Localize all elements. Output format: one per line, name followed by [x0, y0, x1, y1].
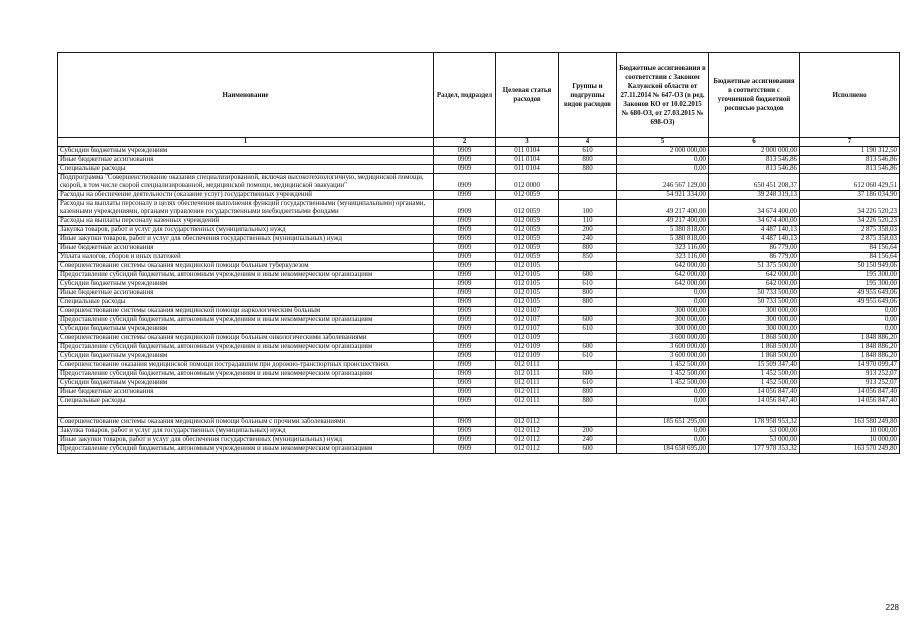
header-list: Бюджетные ассигнования в соответствии с уточненной бюджетной росписью расходов	[709, 53, 800, 138]
row-target: 012 0105	[496, 271, 559, 280]
row-name: Иные бюджетные ассигнования	[58, 244, 434, 253]
table-row	[58, 191, 900, 200]
row-group: 600	[559, 316, 617, 325]
col-number: 2	[434, 138, 496, 147]
row-law-amount: 184 658 695,00	[617, 445, 709, 454]
row-section: 0909	[434, 271, 496, 280]
row-executed-amount: 1 848 886,20	[800, 343, 900, 352]
row-section	[434, 406, 496, 418]
row-law-amount: 642 000,00	[617, 280, 709, 289]
row-target: 012 0107	[496, 316, 559, 325]
row-section: 0909	[434, 427, 496, 436]
col-number: 4	[559, 138, 617, 147]
row-list-amount: 51 375 500,00	[709, 262, 800, 271]
row-name	[58, 406, 434, 418]
table-row	[58, 244, 900, 253]
row-group	[559, 406, 617, 418]
table-row	[58, 406, 900, 418]
row-name: Совершенствование системы оказания медицинской помощи наркологическим больным	[58, 307, 434, 316]
row-executed-amount: 14 056 847,40	[800, 388, 900, 397]
row-executed-amount: 84 156,64	[800, 244, 900, 253]
table-row	[58, 343, 900, 352]
row-name: Уплата налогов, сборов и иных платежей	[58, 253, 434, 262]
col-number: 1	[58, 138, 434, 147]
row-list-amount: 1 452 500,00	[709, 379, 800, 388]
row-executed-amount: 195 300,00	[800, 280, 900, 289]
row-section: 0909	[434, 253, 496, 262]
row-executed-amount: 49 955 649,06	[800, 289, 900, 298]
row-list-amount: 1 452 500,00	[709, 370, 800, 379]
row-target: 012 0111	[496, 388, 559, 397]
row-group: 800	[559, 156, 617, 165]
row-law-amount: 0,00	[617, 165, 709, 174]
row-law-amount: 246 567 129,00	[617, 174, 709, 191]
row-target: 011 0104	[496, 165, 559, 174]
row-list-amount: 813 546,86	[709, 156, 800, 165]
row-law-amount: 3 600 000,00	[617, 343, 709, 352]
row-law-amount	[617, 406, 709, 418]
row-name: Закупка товаров, работ и услуг для государственных (муниципальных) нужд	[58, 226, 434, 235]
row-section: 0909	[434, 352, 496, 361]
row-name: Предоставление субсидий бюджетным, автономным учреждениям и иным некоммерческим организациям	[58, 445, 434, 454]
row-section: 0909	[434, 343, 496, 352]
table-row	[58, 280, 900, 289]
row-law-amount: 2 000 000,00	[617, 147, 709, 156]
row-executed-amount: 10 000,00	[800, 427, 900, 436]
row-target: 012 0111	[496, 379, 559, 388]
table-row	[58, 200, 900, 217]
row-section: 0909	[434, 147, 496, 156]
table-row	[58, 217, 900, 226]
row-name: Иные бюджетные ассигнования	[58, 156, 434, 165]
row-name: Специальные расходы	[58, 397, 434, 406]
row-list-amount: 15 509 347,40	[709, 361, 800, 370]
row-list-amount: 300 000,00	[709, 325, 800, 334]
column-number-row	[58, 138, 900, 147]
row-executed-amount: 195 300,00	[800, 271, 900, 280]
row-section: 0909	[434, 174, 496, 191]
col-number: 6	[709, 138, 800, 147]
row-list-amount: 2 000 000,00	[709, 147, 800, 156]
row-executed-amount: 0,00	[800, 316, 900, 325]
row-list-amount: 53 000,00	[709, 427, 800, 436]
row-name: Иные бюджетные ассигнования	[58, 388, 434, 397]
row-group	[559, 334, 617, 343]
row-name: Расходы на выплаты персоналу в целях обеспечения выполнения функций государственными (муниципальными) органами, казенными учреждениями, органами управления государственными внебюджетными фондами	[58, 200, 434, 217]
row-name: Предоставление субсидий бюджетным, автономным учреждениям и иным некоммерческим организациям	[58, 316, 434, 325]
row-section: 0909	[434, 334, 496, 343]
row-section: 0909	[434, 165, 496, 174]
table-row	[58, 298, 900, 307]
row-list-amount: 50 733 500,00	[709, 289, 800, 298]
header-target: Целевая статья расходов	[496, 53, 559, 138]
row-target: 012 0059	[496, 226, 559, 235]
row-law-amount: 1 452 500,00	[617, 361, 709, 370]
row-section: 0909	[434, 307, 496, 316]
table-row	[58, 436, 900, 445]
row-name: Иные бюджетные ассигнования	[58, 289, 434, 298]
table-row	[58, 445, 900, 454]
row-executed-amount: 0,00	[800, 325, 900, 334]
row-executed-amount: 813 546,86	[800, 165, 900, 174]
row-target: 012 0112	[496, 445, 559, 454]
row-law-amount: 3 600 000,00	[617, 352, 709, 361]
table-row	[58, 174, 900, 191]
row-list-amount: 34 674 400,00	[709, 217, 800, 226]
row-target: 012 0111	[496, 361, 559, 370]
row-target: 012 0112	[496, 427, 559, 436]
table-row	[58, 147, 900, 156]
row-executed-amount: 34 226 520,23	[800, 217, 900, 226]
row-group: 200	[559, 226, 617, 235]
row-target: 012 0105	[496, 298, 559, 307]
row-law-amount: 0,00	[617, 397, 709, 406]
row-group: 880	[559, 298, 617, 307]
row-law-amount: 0,00	[617, 388, 709, 397]
row-group: 600	[559, 343, 617, 352]
row-executed-amount: 0,00	[800, 307, 900, 316]
header-group: Группы и подгруппы видов расходов	[559, 53, 617, 138]
row-name: Закупка товаров, работ и услуг для государственных (муниципальных) нужд	[58, 427, 434, 436]
row-list-amount: 177 978 353,32	[709, 445, 800, 454]
row-list-amount: 1 868 500,00	[709, 334, 800, 343]
row-target: 012 0059	[496, 244, 559, 253]
row-law-amount: 54 921 334,00	[617, 191, 709, 200]
row-executed-amount: 84 156,64	[800, 253, 900, 262]
row-name: Специальные расходы	[58, 298, 434, 307]
row-executed-amount: 913 252,07	[800, 379, 900, 388]
table-row	[58, 427, 900, 436]
table-row	[58, 352, 900, 361]
page-number: 228	[885, 603, 899, 612]
row-group: 200	[559, 427, 617, 436]
col-number: 7	[800, 138, 900, 147]
row-list-amount: 86 779,00	[709, 244, 800, 253]
row-group: 240	[559, 436, 617, 445]
row-executed-amount: 1 848 886,20	[800, 334, 900, 343]
row-name: Расходы на обеспечение деятельности (оказание услуг) государственных учреждений	[58, 191, 434, 200]
row-executed-amount: 2 875 358,03	[800, 235, 900, 244]
table-row	[58, 307, 900, 316]
row-law-amount: 5 380 818,00	[617, 235, 709, 244]
row-law-amount: 323 116,00	[617, 244, 709, 253]
row-list-amount: 86 779,00	[709, 253, 800, 262]
row-section: 0909	[434, 445, 496, 454]
row-group	[559, 174, 617, 191]
table-row	[58, 418, 900, 427]
row-law-amount: 300 000,00	[617, 325, 709, 334]
row-list-amount: 53 000,00	[709, 436, 800, 445]
row-target: 012 0107	[496, 325, 559, 334]
header-section: Раздел, подраздел	[434, 53, 496, 138]
row-executed-amount	[800, 406, 900, 418]
row-list-amount: 178 958 953,32	[709, 418, 800, 427]
row-section: 0909	[434, 280, 496, 289]
row-target: 012 0107	[496, 307, 559, 316]
row-section: 0909	[434, 226, 496, 235]
row-target: 012 0059	[496, 191, 559, 200]
row-executed-amount: 163 580 249,80	[800, 418, 900, 427]
row-law-amount: 1 452 500,00	[617, 379, 709, 388]
row-target: 012 0059	[496, 253, 559, 262]
table-body	[58, 147, 900, 454]
row-target: 012 0105	[496, 262, 559, 271]
row-list-amount: 50 733 500,00	[709, 298, 800, 307]
row-section: 0909	[434, 436, 496, 445]
row-target: 012 0105	[496, 280, 559, 289]
row-group	[559, 418, 617, 427]
row-group: 800	[559, 289, 617, 298]
row-executed-amount: 163 570 249,80	[800, 445, 900, 454]
table-row	[58, 271, 900, 280]
row-section: 0909	[434, 217, 496, 226]
row-section: 0909	[434, 379, 496, 388]
row-name: Субсидии бюджетным учреждениям	[58, 325, 434, 334]
table-row	[58, 289, 900, 298]
row-target: 012 0059	[496, 217, 559, 226]
row-executed-amount: 10 000,00	[800, 436, 900, 445]
row-executed-amount: 14 056 847,40	[800, 397, 900, 406]
row-executed-amount: 813 546,86	[800, 156, 900, 165]
row-target: 011 0104	[496, 156, 559, 165]
row-section: 0909	[434, 200, 496, 217]
row-law-amount: 3 600 000,00	[617, 334, 709, 343]
row-target: 011 0104	[496, 147, 559, 156]
row-name: Иные закупки товаров, работ и услуг для обеспечения государственных (муниципальных) нужд	[58, 235, 434, 244]
row-name: Субсидии бюджетным учреждениям	[58, 379, 434, 388]
row-group	[559, 191, 617, 200]
table-row	[58, 253, 900, 262]
row-target	[496, 406, 559, 418]
row-law-amount: 5 380 818,00	[617, 226, 709, 235]
row-target: 012 0109	[496, 352, 559, 361]
row-law-amount: 185 651 295,00	[617, 418, 709, 427]
row-list-amount: 4 487 140,13	[709, 226, 800, 235]
row-law-amount: 49 217 400,00	[617, 217, 709, 226]
row-list-amount: 1 868 500,00	[709, 352, 800, 361]
row-section: 0909	[434, 316, 496, 325]
table-row	[58, 165, 900, 174]
row-section: 0909	[434, 244, 496, 253]
row-group: 880	[559, 165, 617, 174]
row-executed-amount: 913 252,07	[800, 370, 900, 379]
row-law-amount: 300 000,00	[617, 307, 709, 316]
budget-table	[57, 52, 900, 454]
row-section: 0909	[434, 361, 496, 370]
row-law-amount: 642 000,00	[617, 262, 709, 271]
row-section: 0909	[434, 262, 496, 271]
row-group	[559, 307, 617, 316]
row-group: 610	[559, 147, 617, 156]
row-executed-amount: 49 955 649,06	[800, 298, 900, 307]
row-law-amount: 1 452 500,00	[617, 370, 709, 379]
row-group	[559, 361, 617, 370]
row-target: 012 0112	[496, 436, 559, 445]
row-section: 0909	[434, 418, 496, 427]
row-name: Совершенствование системы оказания медицинской помощи больным онкологическими заболеваниями	[58, 334, 434, 343]
row-name: Совершенствование системы оказания медицинской помощи больным туберкулезом	[58, 262, 434, 271]
row-list-amount: 4 487 140,13	[709, 235, 800, 244]
table-row	[58, 156, 900, 165]
row-name: Предоставление субсидий бюджетным, автономным учреждениям и иным некоммерческим организациям	[58, 370, 434, 379]
row-group: 610	[559, 379, 617, 388]
table-row	[58, 262, 900, 271]
row-section: 0909	[434, 191, 496, 200]
row-target: 012 0105	[496, 289, 559, 298]
row-list-amount: 642 000,00	[709, 271, 800, 280]
row-group: 610	[559, 352, 617, 361]
row-list-amount: 300 000,00	[709, 316, 800, 325]
table-row	[58, 316, 900, 325]
row-law-amount: 642 000,00	[617, 271, 709, 280]
table-row	[58, 388, 900, 397]
row-list-amount: 813 546,86	[709, 165, 800, 174]
row-group: 600	[559, 271, 617, 280]
row-list-amount: 650 451 208,37	[709, 174, 800, 191]
row-name: Совершенствование оказания медицинской помощи пострадавшим при дорожно-транспортных происшествиях	[58, 361, 434, 370]
row-list-amount: 34 674 400,00	[709, 200, 800, 217]
row-section: 0909	[434, 325, 496, 334]
row-law-amount: 300 000,00	[617, 316, 709, 325]
table-row	[58, 325, 900, 334]
row-group: 610	[559, 280, 617, 289]
row-executed-amount: 34 226 520,23	[800, 200, 900, 217]
row-executed-amount: 37 186 034,90	[800, 191, 900, 200]
row-target: 012 0111	[496, 397, 559, 406]
row-section: 0909	[434, 397, 496, 406]
row-name: Иные закупки товаров, работ и услуг для обеспечения государственных (муниципальных) нужд	[58, 436, 434, 445]
header-row	[58, 53, 900, 138]
row-target: 012 0059	[496, 235, 559, 244]
row-list-amount: 1 868 500,00	[709, 343, 800, 352]
row-list-amount: 14 056 847,40	[709, 397, 800, 406]
row-executed-amount: 1 848 886,20	[800, 352, 900, 361]
table-row	[58, 334, 900, 343]
row-name: Предоставление субсидий бюджетным, автономным учреждениям и иным некоммерческим организациям	[58, 271, 434, 280]
row-group: 800	[559, 388, 617, 397]
row-list-amount	[709, 406, 800, 418]
row-section: 0909	[434, 156, 496, 165]
row-list-amount: 642 000,00	[709, 280, 800, 289]
row-executed-amount: 2 875 358,03	[800, 226, 900, 235]
row-name: Подпрограмма "Совершенствование оказания специализированной, включая высокотехнологичную, медицинской помощи, скорой, в том числе скорой специализированной, медицинской помощи, медицинской эвакуации"	[58, 174, 434, 191]
row-executed-amount: 14 970 099,47	[800, 361, 900, 370]
table-row	[58, 370, 900, 379]
row-list-amount: 300 000,00	[709, 307, 800, 316]
row-target: 012 0109	[496, 343, 559, 352]
row-group: 600	[559, 370, 617, 379]
row-executed-amount: 1 190 312,50	[800, 147, 900, 156]
row-group: 110	[559, 217, 617, 226]
row-name: Специальные расходы	[58, 165, 434, 174]
row-group: 800	[559, 244, 617, 253]
row-group: 880	[559, 397, 617, 406]
header-executed: Исполнено	[800, 53, 900, 138]
row-name: Предоставление субсидий бюджетным, автономным учреждениям и иным некоммерческим организациям	[58, 343, 434, 352]
row-section: 0909	[434, 370, 496, 379]
row-executed-amount: 50 150 949,06	[800, 262, 900, 271]
row-law-amount: 0,00	[617, 289, 709, 298]
row-group: 100	[559, 200, 617, 217]
row-group: 610	[559, 325, 617, 334]
row-section: 0909	[434, 289, 496, 298]
row-name: Совершенствование системы оказания медицинской помощи больным с прочими заболеваниями	[58, 418, 434, 427]
row-law-amount: 0,00	[617, 156, 709, 165]
header-name: Наименование	[58, 53, 434, 138]
col-number: 5	[617, 138, 709, 147]
row-list-amount: 39 248 319,13	[709, 191, 800, 200]
row-section: 0909	[434, 388, 496, 397]
row-name: Расходы на выплаты персоналу казенных учреждений	[58, 217, 434, 226]
row-law-amount: 0,00	[617, 436, 709, 445]
row-target: 012 0059	[496, 200, 559, 217]
row-executed-amount: 612 060 429,51	[800, 174, 900, 191]
table-row	[58, 379, 900, 388]
row-law-amount: 323 116,00	[617, 253, 709, 262]
table-row	[58, 235, 900, 244]
table-row	[58, 397, 900, 406]
table-row	[58, 361, 900, 370]
row-law-amount: 0,00	[617, 298, 709, 307]
row-group: 600	[559, 445, 617, 454]
row-law-amount: 0,00	[617, 427, 709, 436]
row-target: 012 0112	[496, 418, 559, 427]
row-list-amount: 14 056 847,40	[709, 388, 800, 397]
row-section: 0909	[434, 235, 496, 244]
row-section: 0909	[434, 298, 496, 307]
row-target: 012 0109	[496, 334, 559, 343]
row-name: Субсидии бюджетным учреждениям	[58, 280, 434, 289]
row-law-amount: 49 217 400,00	[617, 200, 709, 217]
row-name: Субсидии бюджетным учреждениям	[58, 147, 434, 156]
col-number: 3	[496, 138, 559, 147]
row-target: 012 0000	[496, 174, 559, 191]
table-row	[58, 226, 900, 235]
row-group	[559, 262, 617, 271]
row-group: 240	[559, 235, 617, 244]
row-group: 850	[559, 253, 617, 262]
row-target: 012 0111	[496, 370, 559, 379]
header-law: Бюджетные ассигнования в соответствии с Законом Калужской области от 27.11.2014 № 647-ОЗ (в ред. Законов КО от 10.02.2015 № 680-ОЗ, от 27.03.2015 № 698-ОЗ)	[617, 53, 709, 138]
row-name: Субсидии бюджетным учреждениям	[58, 352, 434, 361]
